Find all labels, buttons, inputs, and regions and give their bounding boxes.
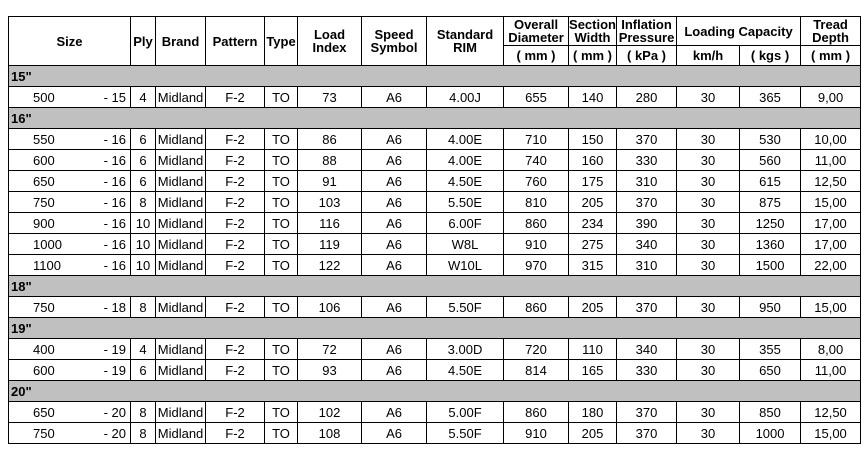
cell-ply: 6 bbox=[131, 171, 156, 192]
cell-capacity-kgs: 1360 bbox=[740, 234, 801, 255]
cell-speed-kmh: 30 bbox=[677, 402, 740, 423]
header-inflation-pressure: Inflation Pressure bbox=[617, 17, 677, 46]
cell-speed-symbol: A6 bbox=[362, 129, 427, 150]
header-pattern: Pattern bbox=[206, 17, 265, 66]
table-row bbox=[9, 213, 861, 234]
table-row bbox=[9, 171, 861, 192]
section-label: 19" bbox=[9, 318, 861, 339]
cell-brand: Midland bbox=[156, 171, 206, 192]
cell-brand: Midland bbox=[156, 213, 206, 234]
cell-load-index: 88 bbox=[298, 150, 362, 171]
cell-type: TO bbox=[265, 234, 298, 255]
header-loading-capacity: Loading Capacity bbox=[677, 17, 801, 46]
cell-type: TO bbox=[265, 192, 298, 213]
cell-brand: Midland bbox=[156, 360, 206, 381]
cell-size-rim: - 19 bbox=[95, 339, 131, 360]
cell-inflation-pressure: 310 bbox=[617, 171, 677, 192]
cell-standard-rim: 5.50E bbox=[427, 192, 504, 213]
cell-inflation-pressure: 330 bbox=[617, 360, 677, 381]
cell-pattern: F-2 bbox=[206, 150, 265, 171]
header-overall-diameter: Overall Diameter bbox=[504, 17, 569, 46]
cell-size-rim: - 20 bbox=[95, 402, 131, 423]
cell-speed-kmh: 30 bbox=[677, 255, 740, 276]
cell-pattern: F-2 bbox=[206, 297, 265, 318]
cell-type: TO bbox=[265, 402, 298, 423]
cell-speed-kmh: 30 bbox=[677, 192, 740, 213]
cell-ply: 4 bbox=[131, 339, 156, 360]
cell-type: TO bbox=[265, 171, 298, 192]
cell-section-width: 205 bbox=[569, 423, 617, 444]
cell-tread-depth: 8,00 bbox=[801, 339, 861, 360]
cell-ply: 6 bbox=[131, 129, 156, 150]
cell-standard-rim: W10L bbox=[427, 255, 504, 276]
cell-standard-rim: 3.00D bbox=[427, 339, 504, 360]
cell-tread-depth: 22,00 bbox=[801, 255, 861, 276]
cell-size-rim: - 16 bbox=[95, 150, 131, 171]
cell-capacity-kgs: 650 bbox=[740, 360, 801, 381]
cell-overall-diameter: 760 bbox=[504, 171, 569, 192]
cell-speed-kmh: 30 bbox=[677, 129, 740, 150]
cell-capacity-kgs: 1250 bbox=[740, 213, 801, 234]
cell-size-rim: - 16 bbox=[95, 192, 131, 213]
cell-size-number: 900 bbox=[9, 213, 95, 234]
cell-inflation-pressure: 370 bbox=[617, 297, 677, 318]
cell-section-width: 234 bbox=[569, 213, 617, 234]
cell-inflation-pressure: 370 bbox=[617, 402, 677, 423]
cell-standard-rim: 5.50F bbox=[427, 297, 504, 318]
cell-section-width: 175 bbox=[569, 171, 617, 192]
cell-speed-symbol: A6 bbox=[362, 213, 427, 234]
cell-inflation-pressure: 370 bbox=[617, 129, 677, 150]
cell-capacity-kgs: 950 bbox=[740, 297, 801, 318]
cell-size-number: 650 bbox=[9, 402, 95, 423]
cell-pattern: F-2 bbox=[206, 213, 265, 234]
cell-overall-diameter: 970 bbox=[504, 255, 569, 276]
cell-inflation-pressure: 330 bbox=[617, 150, 677, 171]
cell-standard-rim: 4.00E bbox=[427, 150, 504, 171]
cell-brand: Midland bbox=[156, 255, 206, 276]
cell-load-index: 106 bbox=[298, 297, 362, 318]
cell-overall-diameter: 910 bbox=[504, 423, 569, 444]
header-brand: Brand bbox=[156, 17, 206, 66]
unit-section-width: ( mm ) bbox=[569, 46, 617, 66]
cell-load-index: 122 bbox=[298, 255, 362, 276]
cell-standard-rim: 4.00E bbox=[427, 129, 504, 150]
table-body bbox=[9, 66, 861, 444]
cell-size-number: 650 bbox=[9, 171, 95, 192]
cell-pattern: F-2 bbox=[206, 171, 265, 192]
cell-speed-kmh: 30 bbox=[677, 171, 740, 192]
cell-size-rim: - 16 bbox=[95, 171, 131, 192]
cell-size-number: 1100 bbox=[9, 255, 95, 276]
cell-tread-depth: 12,50 bbox=[801, 402, 861, 423]
cell-tread-depth: 9,00 bbox=[801, 87, 861, 108]
cell-size-number: 400 bbox=[9, 339, 95, 360]
cell-brand: Midland bbox=[156, 87, 206, 108]
cell-section-width: 160 bbox=[569, 150, 617, 171]
section-label: 15" bbox=[9, 66, 861, 87]
cell-standard-rim: 4.00J bbox=[427, 87, 504, 108]
cell-tread-depth: 10,00 bbox=[801, 129, 861, 150]
cell-capacity-kgs: 355 bbox=[740, 339, 801, 360]
cell-overall-diameter: 810 bbox=[504, 192, 569, 213]
cell-speed-symbol: A6 bbox=[362, 171, 427, 192]
cell-type: TO bbox=[265, 360, 298, 381]
cell-standard-rim: 6.00F bbox=[427, 213, 504, 234]
cell-size-number: 1000 bbox=[9, 234, 95, 255]
cell-load-index: 91 bbox=[298, 171, 362, 192]
unit-capacity-kgs: ( kgs ) bbox=[740, 46, 801, 66]
cell-overall-diameter: 814 bbox=[504, 360, 569, 381]
unit-tread-depth: ( mm ) bbox=[801, 46, 861, 66]
cell-section-width: 140 bbox=[569, 87, 617, 108]
cell-inflation-pressure: 370 bbox=[617, 423, 677, 444]
cell-capacity-kgs: 530 bbox=[740, 129, 801, 150]
cell-speed-kmh: 30 bbox=[677, 339, 740, 360]
cell-ply: 10 bbox=[131, 234, 156, 255]
cell-ply: 10 bbox=[131, 255, 156, 276]
cell-size-rim: - 16 bbox=[95, 234, 131, 255]
cell-overall-diameter: 860 bbox=[504, 402, 569, 423]
cell-ply: 8 bbox=[131, 297, 156, 318]
cell-type: TO bbox=[265, 129, 298, 150]
cell-ply: 4 bbox=[131, 87, 156, 108]
cell-speed-kmh: 30 bbox=[677, 423, 740, 444]
cell-speed-symbol: A6 bbox=[362, 402, 427, 423]
cell-capacity-kgs: 875 bbox=[740, 192, 801, 213]
cell-inflation-pressure: 370 bbox=[617, 192, 677, 213]
cell-load-index: 108 bbox=[298, 423, 362, 444]
cell-pattern: F-2 bbox=[206, 360, 265, 381]
cell-load-index: 72 bbox=[298, 339, 362, 360]
cell-load-index: 103 bbox=[298, 192, 362, 213]
cell-section-width: 315 bbox=[569, 255, 617, 276]
table-row bbox=[9, 297, 861, 318]
cell-size-rim: - 19 bbox=[95, 360, 131, 381]
cell-pattern: F-2 bbox=[206, 339, 265, 360]
section-header-row bbox=[9, 318, 861, 339]
table-row bbox=[9, 402, 861, 423]
cell-speed-symbol: A6 bbox=[362, 255, 427, 276]
cell-brand: Midland bbox=[156, 402, 206, 423]
cell-ply: 10 bbox=[131, 213, 156, 234]
cell-capacity-kgs: 560 bbox=[740, 150, 801, 171]
cell-speed-symbol: A6 bbox=[362, 339, 427, 360]
header-speed-symbol: Speed Symbol bbox=[362, 17, 427, 66]
cell-brand: Midland bbox=[156, 297, 206, 318]
tire-spec-table bbox=[8, 16, 861, 444]
cell-size-number: 600 bbox=[9, 360, 95, 381]
cell-overall-diameter: 710 bbox=[504, 129, 569, 150]
cell-inflation-pressure: 340 bbox=[617, 339, 677, 360]
cell-tread-depth: 12,50 bbox=[801, 171, 861, 192]
cell-inflation-pressure: 390 bbox=[617, 213, 677, 234]
section-header-row bbox=[9, 108, 861, 129]
cell-overall-diameter: 910 bbox=[504, 234, 569, 255]
table-row bbox=[9, 129, 861, 150]
unit-speed-kmh: km/h bbox=[677, 46, 740, 66]
cell-speed-symbol: A6 bbox=[362, 192, 427, 213]
cell-tread-depth: 15,00 bbox=[801, 192, 861, 213]
cell-load-index: 73 bbox=[298, 87, 362, 108]
header-standard-rim: Standard RIM bbox=[427, 17, 504, 66]
cell-tread-depth: 17,00 bbox=[801, 213, 861, 234]
cell-brand: Midland bbox=[156, 192, 206, 213]
cell-size-rim: - 20 bbox=[95, 423, 131, 444]
table-row bbox=[9, 339, 861, 360]
cell-ply: 8 bbox=[131, 192, 156, 213]
header-load-index: Load Index bbox=[298, 17, 362, 66]
cell-size-rim: - 16 bbox=[95, 129, 131, 150]
cell-speed-kmh: 30 bbox=[677, 360, 740, 381]
cell-speed-kmh: 30 bbox=[677, 87, 740, 108]
cell-speed-symbol: A6 bbox=[362, 360, 427, 381]
cell-size-number: 750 bbox=[9, 297, 95, 318]
table-row bbox=[9, 87, 861, 108]
header-ply: Ply bbox=[131, 17, 156, 66]
cell-section-width: 180 bbox=[569, 402, 617, 423]
cell-size-number: 750 bbox=[9, 423, 95, 444]
section-label: 16" bbox=[9, 108, 861, 129]
header-tread-depth: Tread Depth bbox=[801, 17, 861, 46]
cell-type: TO bbox=[265, 423, 298, 444]
cell-speed-kmh: 30 bbox=[677, 213, 740, 234]
cell-pattern: F-2 bbox=[206, 255, 265, 276]
cell-speed-kmh: 30 bbox=[677, 150, 740, 171]
cell-ply: 8 bbox=[131, 423, 156, 444]
cell-size-rim: - 16 bbox=[95, 255, 131, 276]
cell-inflation-pressure: 340 bbox=[617, 234, 677, 255]
cell-standard-rim: 5.50F bbox=[427, 423, 504, 444]
cell-overall-diameter: 655 bbox=[504, 87, 569, 108]
cell-standard-rim: 4.50E bbox=[427, 171, 504, 192]
cell-overall-diameter: 720 bbox=[504, 339, 569, 360]
cell-pattern: F-2 bbox=[206, 192, 265, 213]
cell-standard-rim: 4.50E bbox=[427, 360, 504, 381]
cell-pattern: F-2 bbox=[206, 402, 265, 423]
cell-speed-kmh: 30 bbox=[677, 297, 740, 318]
cell-type: TO bbox=[265, 213, 298, 234]
cell-type: TO bbox=[265, 150, 298, 171]
cell-load-index: 86 bbox=[298, 129, 362, 150]
cell-speed-kmh: 30 bbox=[677, 234, 740, 255]
cell-section-width: 165 bbox=[569, 360, 617, 381]
cell-brand: Midland bbox=[156, 423, 206, 444]
cell-ply: 8 bbox=[131, 402, 156, 423]
section-label: 20" bbox=[9, 381, 861, 402]
header-size: Size bbox=[9, 17, 131, 66]
cell-type: TO bbox=[265, 339, 298, 360]
table-row bbox=[9, 150, 861, 171]
cell-speed-symbol: A6 bbox=[362, 234, 427, 255]
cell-brand: Midland bbox=[156, 129, 206, 150]
cell-overall-diameter: 860 bbox=[504, 297, 569, 318]
cell-size-number: 750 bbox=[9, 192, 95, 213]
cell-pattern: F-2 bbox=[206, 423, 265, 444]
cell-load-index: 93 bbox=[298, 360, 362, 381]
header-section-width: Section Width bbox=[569, 17, 616, 45]
unit-overall-diameter: ( mm ) bbox=[504, 46, 569, 66]
unit-inflation-pressure: ( kPa ) bbox=[617, 46, 677, 66]
cell-speed-symbol: A6 bbox=[362, 297, 427, 318]
cell-pattern: F-2 bbox=[206, 234, 265, 255]
cell-ply: 6 bbox=[131, 360, 156, 381]
cell-speed-symbol: A6 bbox=[362, 150, 427, 171]
section-header-row bbox=[9, 381, 861, 402]
cell-inflation-pressure: 280 bbox=[617, 87, 677, 108]
cell-overall-diameter: 740 bbox=[504, 150, 569, 171]
table-row bbox=[9, 423, 861, 444]
cell-brand: Midland bbox=[156, 234, 206, 255]
cell-standard-rim: W8L bbox=[427, 234, 504, 255]
cell-capacity-kgs: 615 bbox=[740, 171, 801, 192]
cell-section-width: 150 bbox=[569, 129, 617, 150]
cell-section-width: 205 bbox=[569, 297, 617, 318]
cell-size-rim: - 18 bbox=[95, 297, 131, 318]
cell-load-index: 102 bbox=[298, 402, 362, 423]
cell-pattern: F-2 bbox=[206, 87, 265, 108]
cell-speed-symbol: A6 bbox=[362, 87, 427, 108]
cell-tread-depth: 11,00 bbox=[801, 360, 861, 381]
cell-capacity-kgs: 365 bbox=[740, 87, 801, 108]
cell-ply: 6 bbox=[131, 150, 156, 171]
cell-size-number: 500 bbox=[9, 87, 95, 108]
cell-standard-rim: 5.00F bbox=[427, 402, 504, 423]
cell-capacity-kgs: 1000 bbox=[740, 423, 801, 444]
cell-tread-depth: 15,00 bbox=[801, 423, 861, 444]
cell-brand: Midland bbox=[156, 150, 206, 171]
cell-size-number: 600 bbox=[9, 150, 95, 171]
cell-section-width: 275 bbox=[569, 234, 617, 255]
cell-pattern: F-2 bbox=[206, 129, 265, 150]
cell-type: TO bbox=[265, 255, 298, 276]
cell-size-rim: - 16 bbox=[95, 213, 131, 234]
table-row bbox=[9, 192, 861, 213]
cell-load-index: 116 bbox=[298, 213, 362, 234]
cell-type: TO bbox=[265, 87, 298, 108]
cell-capacity-kgs: 1500 bbox=[740, 255, 801, 276]
cell-capacity-kgs: 850 bbox=[740, 402, 801, 423]
table-row bbox=[9, 234, 861, 255]
cell-inflation-pressure: 310 bbox=[617, 255, 677, 276]
section-header-row bbox=[9, 276, 861, 297]
cell-type: TO bbox=[265, 297, 298, 318]
cell-load-index: 119 bbox=[298, 234, 362, 255]
table-row bbox=[9, 255, 861, 276]
cell-section-width: 110 bbox=[569, 339, 617, 360]
cell-overall-diameter: 860 bbox=[504, 213, 569, 234]
section-header-row bbox=[9, 66, 861, 87]
cell-size-number: 550 bbox=[9, 129, 95, 150]
cell-tread-depth: 11,00 bbox=[801, 150, 861, 171]
table-row bbox=[9, 360, 861, 381]
cell-section-width: 205 bbox=[569, 192, 617, 213]
cell-size-rim: - 15 bbox=[95, 87, 131, 108]
cell-brand: Midland bbox=[156, 339, 206, 360]
section-label: 18" bbox=[9, 276, 861, 297]
header-type: Type bbox=[265, 17, 298, 66]
cell-speed-symbol: A6 bbox=[362, 423, 427, 444]
cell-tread-depth: 15,00 bbox=[801, 297, 861, 318]
cell-tread-depth: 17,00 bbox=[801, 234, 861, 255]
